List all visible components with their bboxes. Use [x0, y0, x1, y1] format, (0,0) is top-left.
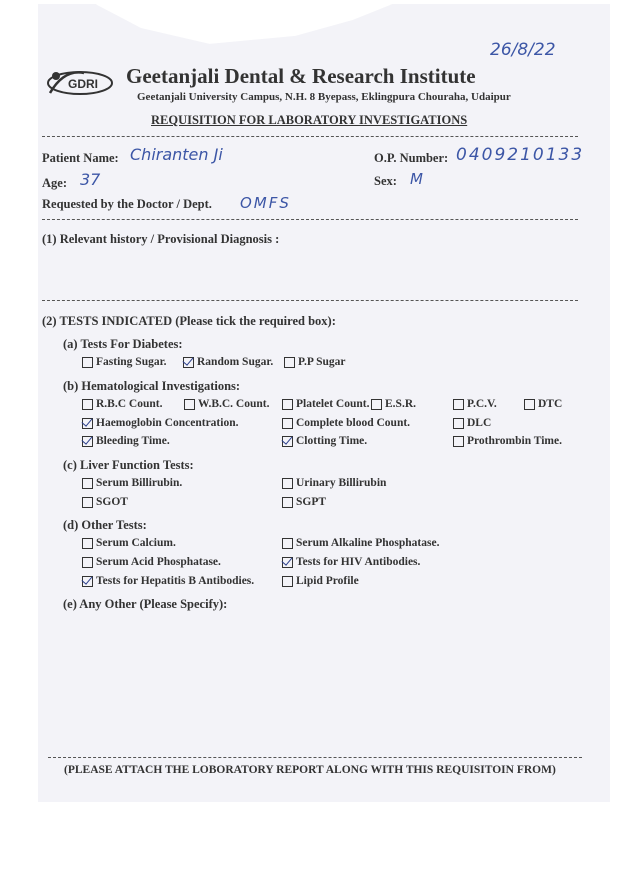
- check-clotting-time[interactable]: [282, 435, 367, 447]
- history-label: (1) Relevant history / Provisional Diagnosis :: [42, 232, 280, 246]
- dept-value[interactable]: OMFS: [240, 194, 291, 212]
- item-label: Serum Alkaline Phosphatase.: [296, 537, 440, 549]
- check-serum-acid-phosphatase[interactable]: [82, 556, 221, 568]
- check-pp-sugar[interactable]: [284, 356, 346, 368]
- item-label: P.C.V.: [467, 398, 497, 410]
- checkbox[interactable]: [82, 399, 93, 410]
- item-label: E.S.R.: [385, 398, 416, 410]
- checkbox[interactable]: [282, 478, 293, 489]
- checkbox[interactable]: [282, 576, 293, 587]
- checkbox[interactable]: [82, 557, 93, 568]
- age-label: Age:: [42, 176, 67, 190]
- checkbox[interactable]: [282, 497, 293, 508]
- checkbox-checked[interactable]: [282, 436, 293, 447]
- item-label: Tests for Hepatitis B Antibodies.: [96, 575, 255, 587]
- checkbox[interactable]: [282, 418, 293, 429]
- checkbox[interactable]: [453, 418, 464, 429]
- item-label: Serum Acid Phosphatase.: [96, 556, 221, 568]
- check-random-sugar[interactable]: [183, 356, 273, 368]
- check-platelet-count[interactable]: [282, 398, 369, 410]
- any-other-heading: (e) Any Other (Please Specify):: [63, 597, 228, 611]
- institute-address: Geetanjali University Campus, N.H. 8 Byepass, Eklingpura Chouraha, Udaipur: [137, 91, 511, 103]
- checkbox[interactable]: [453, 399, 464, 410]
- check-hiv-antibodies[interactable]: [282, 556, 420, 568]
- check-lipid-profile[interactable]: [282, 575, 359, 587]
- item-label: Lipid Profile: [296, 575, 359, 587]
- checkbox[interactable]: [453, 436, 464, 447]
- check-dlc[interactable]: [453, 417, 491, 429]
- checkbox[interactable]: [184, 399, 195, 410]
- diabetes-heading: (a) Tests For Diabetes:: [63, 337, 183, 351]
- check-sgpt[interactable]: [282, 496, 326, 508]
- check-wbc-count[interactable]: [184, 398, 269, 410]
- check-serum-alkaline-phosphatase[interactable]: [282, 537, 439, 549]
- checkbox-checked[interactable]: [82, 418, 93, 429]
- hematological-heading: (b) Hematological Investigations:: [63, 379, 241, 393]
- check-sgot[interactable]: [82, 496, 128, 508]
- item-label: Tests for HIV Antibodies.: [296, 556, 421, 568]
- check-pcv[interactable]: [453, 398, 497, 410]
- checkbox-checked[interactable]: [82, 576, 93, 587]
- checkbox[interactable]: [282, 399, 293, 410]
- divider: [48, 757, 582, 758]
- item-label: Serum Calcium.: [96, 537, 176, 549]
- divider: [42, 300, 578, 301]
- check-complete-blood-count[interactable]: [282, 417, 410, 429]
- item-label: DLC: [467, 417, 492, 429]
- divider: [42, 219, 578, 220]
- patient-name-value[interactable]: Chiranten Ji: [130, 145, 223, 164]
- other-tests-heading: (d) Other Tests:: [63, 518, 147, 532]
- checkbox-checked[interactable]: [82, 436, 93, 447]
- item-label: Clotting Time.: [296, 435, 368, 447]
- check-hepatitis-b-antibodies[interactable]: [82, 575, 254, 587]
- checkbox[interactable]: [82, 538, 93, 549]
- op-number-value[interactable]: 0409210133: [456, 145, 585, 165]
- age-value[interactable]: 37: [80, 170, 101, 189]
- item-label: W.B.C. Count.: [198, 398, 270, 410]
- item-label: Urinary Billirubin: [296, 477, 387, 489]
- item-label: Bleeding Time.: [96, 435, 170, 447]
- item-label: Complete blood Count.: [296, 417, 411, 429]
- check-serum-billirubin[interactable]: [82, 477, 182, 489]
- check-fasting-sugar[interactable]: [82, 356, 167, 368]
- check-urinary-billirubin[interactable]: [282, 477, 386, 489]
- sex-label: Sex:: [374, 174, 397, 188]
- sex-value[interactable]: M: [410, 170, 423, 188]
- checkbox[interactable]: [371, 399, 382, 410]
- institute-name: Geetanjali Dental & Research Institute: [126, 64, 476, 88]
- item-label: Platelet Count.: [296, 398, 370, 410]
- checkbox[interactable]: [82, 478, 93, 489]
- item-label: R.B.C Count.: [96, 398, 163, 410]
- tests-indicated-label: (2) TESTS INDICATED (Please tick the required box):: [42, 314, 336, 328]
- logo-text: GDRI: [68, 77, 98, 91]
- form-title: REQUISITION FOR LABORATORY INVESTIGATIONS: [151, 113, 468, 127]
- item-label: SGPT: [296, 496, 327, 508]
- checkbox[interactable]: [82, 497, 93, 508]
- checkbox[interactable]: [284, 357, 295, 368]
- item-label: Fasting Sugar.: [96, 356, 167, 368]
- liver-heading: (c) Liver Function Tests:: [63, 458, 194, 472]
- op-number-label: O.P. Number:: [374, 151, 449, 165]
- checkbox[interactable]: [524, 399, 535, 410]
- checkbox[interactable]: [282, 538, 293, 549]
- check-haemoglobin[interactable]: [82, 417, 238, 429]
- check-bleeding-time[interactable]: [82, 435, 170, 447]
- check-rbc-count[interactable]: [82, 398, 162, 410]
- divider: [42, 136, 578, 137]
- item-label: Prothrombin Time.: [467, 435, 562, 447]
- item-label: Serum Billirubin.: [96, 477, 183, 489]
- item-label: Haemoglobin Concentration.: [96, 417, 239, 429]
- patient-name-label: Patient Name:: [42, 151, 119, 165]
- doctor-dept-label: Requested by the Doctor / Dept.: [42, 197, 212, 211]
- check-prothrombin-time[interactable]: [453, 435, 562, 447]
- check-esr[interactable]: [371, 398, 416, 410]
- checkbox[interactable]: [82, 357, 93, 368]
- item-label: Random Sugar.: [197, 356, 274, 368]
- item-label: SGOT: [96, 496, 128, 508]
- gdri-logo-icon: [44, 67, 114, 99]
- checkbox-checked[interactable]: [183, 357, 194, 368]
- checkbox-checked[interactable]: [282, 557, 293, 568]
- check-dtc[interactable]: [524, 398, 562, 410]
- item-label: DTC: [538, 398, 563, 410]
- check-serum-calcium[interactable]: [82, 537, 176, 549]
- item-label: P.P Sugar: [298, 356, 346, 368]
- footer-note: (PLEASE ATTACH THE LOBORATORY REPORT ALONG WITH THIS REQUISITOIN FROM): [64, 764, 556, 776]
- handwritten-date: 26/8/22: [490, 40, 556, 60]
